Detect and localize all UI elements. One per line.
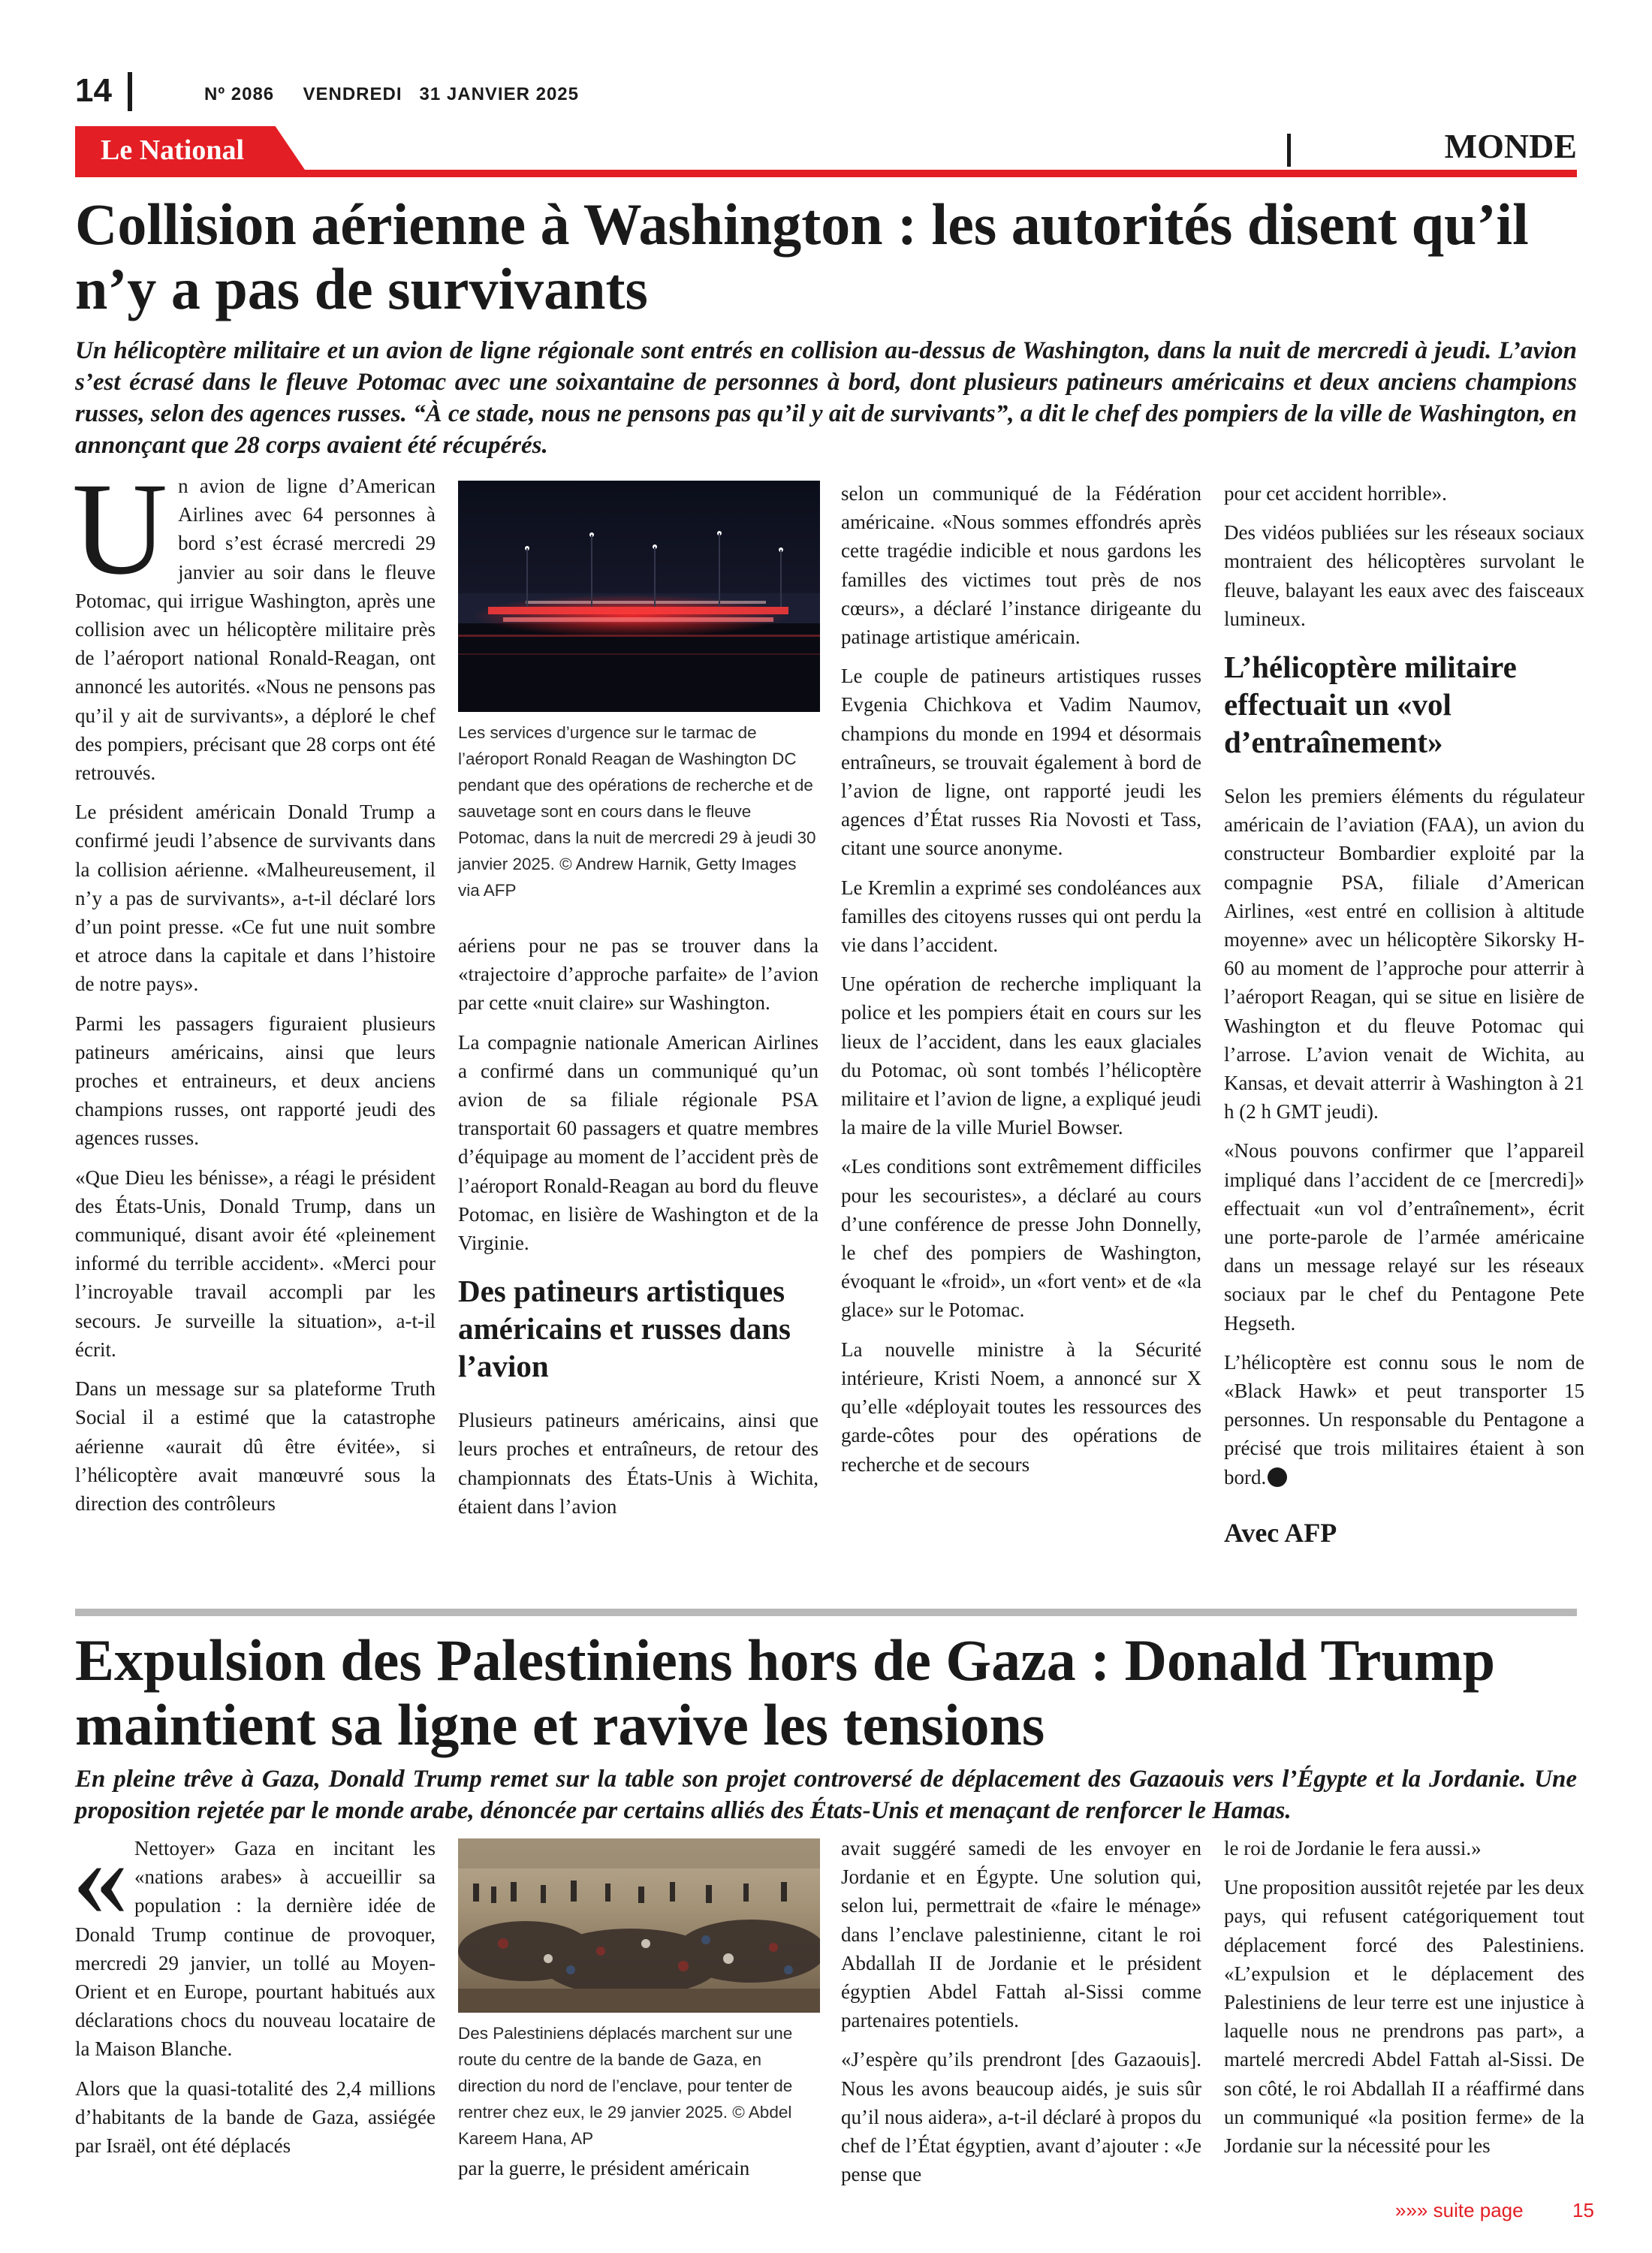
- article1-photo: [458, 481, 820, 712]
- article2-paragraph: le roi de Jordanie le fera aussi.»: [1224, 1837, 1482, 1859]
- end-of-article-icon: [1268, 1467, 1287, 1487]
- article1-signature: Avec AFP: [1224, 1517, 1337, 1548]
- article2-paragraph: Une proposition aussitôt rejetée par les deux pays, qui refusent catégoriquement tout déplacement forcé des Palestiniens. «L’expulsion et le déplacement des Palestiniens de leur terre est une injustice à laquelle nous ne prendrons pas part», a martelé mercredi Abdel Fattah al-Sissi. De son côté, le roi Abdallah II a réaffirmé dans un communiqué «la position ferme» de la Jordanie sur la nécessité pour les: [1224, 1876, 1584, 2158]
- article1-paragraph: pour cet accident horrible».: [1224, 482, 1447, 505]
- article1-paragraph: «Les conditions sont extrêmement difficiles pour les secouristes», a déclaré au cours d’une conférence de presse John Donnelly, le chef des pompiers de Washington, évoquant le «froid», un «fort vent» et de «la glace» sur le Potomac.: [841, 1155, 1201, 1322]
- article1-paragraph: Des vidéos publiées sur les réseaux sociaux montraient des hélicoptères survolant le fleuve, balayant les eaux avec des faisceaux lumineux.: [1224, 521, 1584, 630]
- article1-column-3: [841, 479, 1201, 1489]
- article2-headline-line2: maintient sa ligne et ravive les tensions: [75, 1692, 1045, 1757]
- continued-link[interactable]: »»» suite page: [1395, 2199, 1524, 2221]
- issue-line: [204, 84, 579, 105]
- article2-paragraph: «J’espère qu’ils prendront [des Gazaouis]. Nous les avons beaucoup aidés, je suis sûr qu’il nous aidera», a-t-il déclaré à propos du chef de l’État égyptien, avant d’ajouter : «Je pense que: [841, 2048, 1201, 2186]
- article2-paragraph-text: Nettoyer» Gaza en incitant les «nations arabes» à accueillir sa population : la dernière idée de Donald Trump continue de provoquer, mercredi 29 janvier, un tollé au Moyen-Orient et en Europe, pourtant habitués aux déclarations chocs du nouveau locataire de la Maison Blanche.: [75, 1837, 436, 2061]
- issue-date: 31 JANVIER 2025: [419, 84, 579, 104]
- brand-name: Le National: [101, 134, 245, 166]
- airport-night-photo: [458, 481, 820, 712]
- article2-paragraph: avait suggéré samedi de les envoyer en Jordanie et en Égypte. Une solution qui, selon lui, permettrait de «faire le ménage» dans l’enclave palestinienne, citant le roi Abdallah II de Jordanie et le président égyptien Abdel Fattah al-Sissi comme partenaires potentiels.: [841, 1837, 1201, 2032]
- article1-subhead-skaters: Des patineurs artistiques américains et russes dans l’avion: [458, 1274, 791, 1384]
- article1-paragraph: La compagnie nationale American Airlines a confirmé dans un communiqué qu’un avion de sa filiale régionale PSA transportait 60 passagers et quatre membres d’équipage au moment de l’accident près de l’aéroport Ronald-Reagan au bord du fleuve Potomac, en lisière de Washington et de la Virginie.: [458, 1030, 818, 1255]
- article1-paragraph: Le Kremlin a exprimé ses condoléances aux familles des citoyens russes qui ont perdu la vie dans l’accident.: [841, 876, 1201, 957]
- article1-column-4: [1224, 479, 1584, 1547]
- article1-paragraph: aériens pour ne pas se trouver dans la «trajectoire d’approche parfaite» de l’avion par cette «nuit claire» sur Washington.: [458, 934, 818, 1015]
- article1-paragraph: Une opération de recherche impliquant la police et les pompiers était en cours sur les lieux de l’accident, dans les eaux glaciales du Potomac, où sont tombés l’hélicoptère militaire et l’avion de ligne, a expliqué jeudi la maire de la ville Muriel Bowser.: [841, 973, 1201, 1139]
- article2-paragraph: [72, 1815, 436, 2064]
- article1-paragraph: Le couple de patineurs artistiques russes Evgenia Chichkova et Vadim Naumov, champions du monde en 1994 et désormais entraîneurs, se trouvait également à bord de l’avion de ligne, ont rapporté jeudi les agences d’État russes Ria Novosti et Tass, citant une source anonyme.: [841, 665, 1201, 860]
- article2-paragraph: Alors que la quasi-totalité des 2,4 millions d’habitants de la bande de Gaza, assiégée par Israël, ont été déplacés: [75, 2077, 436, 2158]
- page-number-divider: [128, 72, 132, 111]
- article-separator: [75, 1609, 1577, 1616]
- article2-chapo: En pleine trêve à Gaza, Donald Trump remet sur la table son projet controversé de déplacement des Gazaouis vers l’Égypte et la Jordanie. Une proposition rejetée par le monde arabe, dénoncée par certains alliés des États-Unis et menaçant de renforcer le Hamas.: [75, 1766, 1577, 1824]
- article2-dropcap: «: [72, 1815, 128, 1940]
- article1-paragraph: [1224, 1348, 1584, 1491]
- article1-paragraph-text: L’hélicoptère est connu sous le nom de «Black Hawk» et peut transporter 15 personnes. Un responsable du Pentagone a précisé que trois militaires étaient à son bord.: [1224, 1350, 1584, 1488]
- article1-headline-line2: n’y a pas de survivants: [75, 256, 648, 321]
- article1-paragraph-text: n avion de ligne d’American Airlines avec 64 personnes à bord s’est écrasé mercredi 29 janvier au soir dans le fleuve Potomac, qui irrigue Washington, après une collision avec un hélicoptère militaire près de l’aéroport national Ronald-Reagan, ont annoncé les autorités. «Nous ne pensons pas qu’il y ait de survivants», a déploré le chef des pompiers, précisant que 28 corps ont été retrouvés.: [75, 475, 436, 785]
- article1-chapo: Un hélicoptère militaire et un avion de ligne régionale sont entrés en collision au-dessus de Washington, dans la nuit de mercredi à jeudi. L’avion s’est écrasé dans le fleuve Potomac avec une soixantaine de personnes à bord, dont plusieurs patineurs américains et deux anciens champions russes, selon des agences russes. “À ce stade, nous ne pensons pas qu’il y ait de survivants”, a dit le chef des pompiers de la ville de Washington, en annonçant que 28 corps avaient été récupérés.: [75, 337, 1577, 459]
- article1-column-1: [72, 456, 436, 1528]
- page-number: 14: [75, 72, 112, 109]
- article1-paragraph: Plusieurs patineurs américains, ainsi que leurs proches et entraîneurs, de retour des championnats des États-Unis à Wichita, étaient dans l’avion: [458, 1409, 818, 1518]
- article1-paragraph: «Que Dieu les bénisse», a réagi le président des États-Unis, Donald Trump, dans un communiqué, disant avoir été «pleinement informé du terrible accident». «Merci pour l’incroyable travail accompli par les secours. Je surveille la situation», a-t-il écrit.: [75, 1166, 436, 1361]
- article1-paragraph: Le président américain Donald Trump a confirmé jeudi l’absence de survivants dans la collision aérienne. «Malheureusement, il n’y a pas de survivants», a-t-il déclaré lors d’un point presse. «Ce fut une nuit sombre et atroce dans la capitale et dans l’histoire de notre pays».: [75, 801, 436, 996]
- issue-number: Nº 2086: [204, 84, 275, 104]
- section-rubric: MONDE: [1444, 127, 1577, 165]
- continued-page-number[interactable]: 15: [1572, 2199, 1594, 2221]
- article1-paragraph: «Nous pouvons confirmer que l’appareil impliqué dans l’accident de ce [mercredi]» effectuait «un vol d’entraînement», écrit une porte-parole de l’armée américaine dans un message relayé sur les réseaux sociaux par le chef du Pentagone Pete Hegseth.: [1224, 1139, 1584, 1335]
- article2-column-3: [841, 1834, 1201, 2199]
- gaza-displaced-crowd-photo: [458, 1838, 820, 2013]
- issue-day: VENDREDI: [303, 84, 402, 104]
- article2-headline: [75, 1628, 1577, 1757]
- header-rule: [75, 170, 1577, 177]
- article1-headline: [75, 192, 1577, 321]
- rubric-divider: [1287, 134, 1291, 167]
- article1-paragraph: La nouvelle ministre à la Sécurité intérieure, Kristi Noem, a annoncé sur X qu’elle «déployait toutes les ressources des garde-côtes pour des opérations de recherche et de secours: [841, 1338, 1201, 1476]
- article1-paragraph: selon un communiqué de la Fédération américaine. «Nous sommes effondrés après cette tragédie indicible et nous gardons les familles des victimes tout près de nos cœurs», a déclaré l’instance dirigeante du patinage artistique américain.: [841, 482, 1201, 649]
- article1-subhead-helicopter: L’hélicoptère militaire effectuait un «vol d’entraînement»: [1224, 650, 1517, 760]
- article2-headline-line1: Expulsion des Palestiniens hors de Gaza : Donald Trump: [75, 1627, 1496, 1693]
- article2-paragraph: par la guerre, le président américain: [458, 2157, 750, 2179]
- article1-dropcap: U: [72, 456, 168, 602]
- article2-column-2: [458, 2154, 818, 2193]
- article1-paragraph: Dans un message sur sa plateforme Truth Social il a estimé que la catastrophe aérienne «aurait dû être évitée», si l’hélicoptère avait manœuvré sous la direction des contrôleurs: [75, 1377, 436, 1515]
- article1-headline-line1: Collision aérienne à Washington : les autorités disent qu’il: [75, 192, 1529, 257]
- article1-paragraph: Parmi les passagers figuraient plusieurs patineurs américains, ainsi que leurs proches et entraineurs, et deux anciens champions russes, ont rapporté jeudi des agences russes.: [75, 1012, 436, 1150]
- article2-column-1: [72, 1815, 436, 2170]
- article1-paragraph: [72, 456, 436, 787]
- article1-photo-caption: Les services d’urgence sur le tarmac de l’aéroport Ronald Reagan de Washington DC pendant que des opérations de recherche et de sauvetage sont en cours dans le fleuve Potomac, dans la nuit de mercredi 29 à jeudi 30 janvier 2025. © Andrew Harnik, Getty Images via AFP: [458, 723, 816, 900]
- article2-photo: [458, 1838, 820, 2013]
- article1-column-2: [458, 931, 818, 1531]
- article2-photo-caption: Des Palestiniens déplacés marchent sur une route du centre de la bande de Gaza, en direction du nord de l’enclave, pour tenter de rentrer chez eux, le 29 janvier 2025. © Abdel Kareem Hana, AP: [458, 2024, 793, 2148]
- article2-column-4: [1224, 1834, 1584, 2170]
- article1-paragraph: Selon les premiers éléments du régulateur américain de l’aviation (FAA), un avion du constructeur Bombardier exploité par la compagnie PSA, filiale d’American Airlines, «est entré en collision à altitude moyenne» avec un hélicoptère Sikorsky H-60 au moment de l’approche pour atterrir à l’aéroport Reagan, qui se situe en lisière de Washington et du fleuve Potomac qui l’arrose. L’avion venait de Wichita, au Kansas, et devait atterrir à Washington à 21 h (2 h GMT jeudi).: [1224, 785, 1584, 1123]
